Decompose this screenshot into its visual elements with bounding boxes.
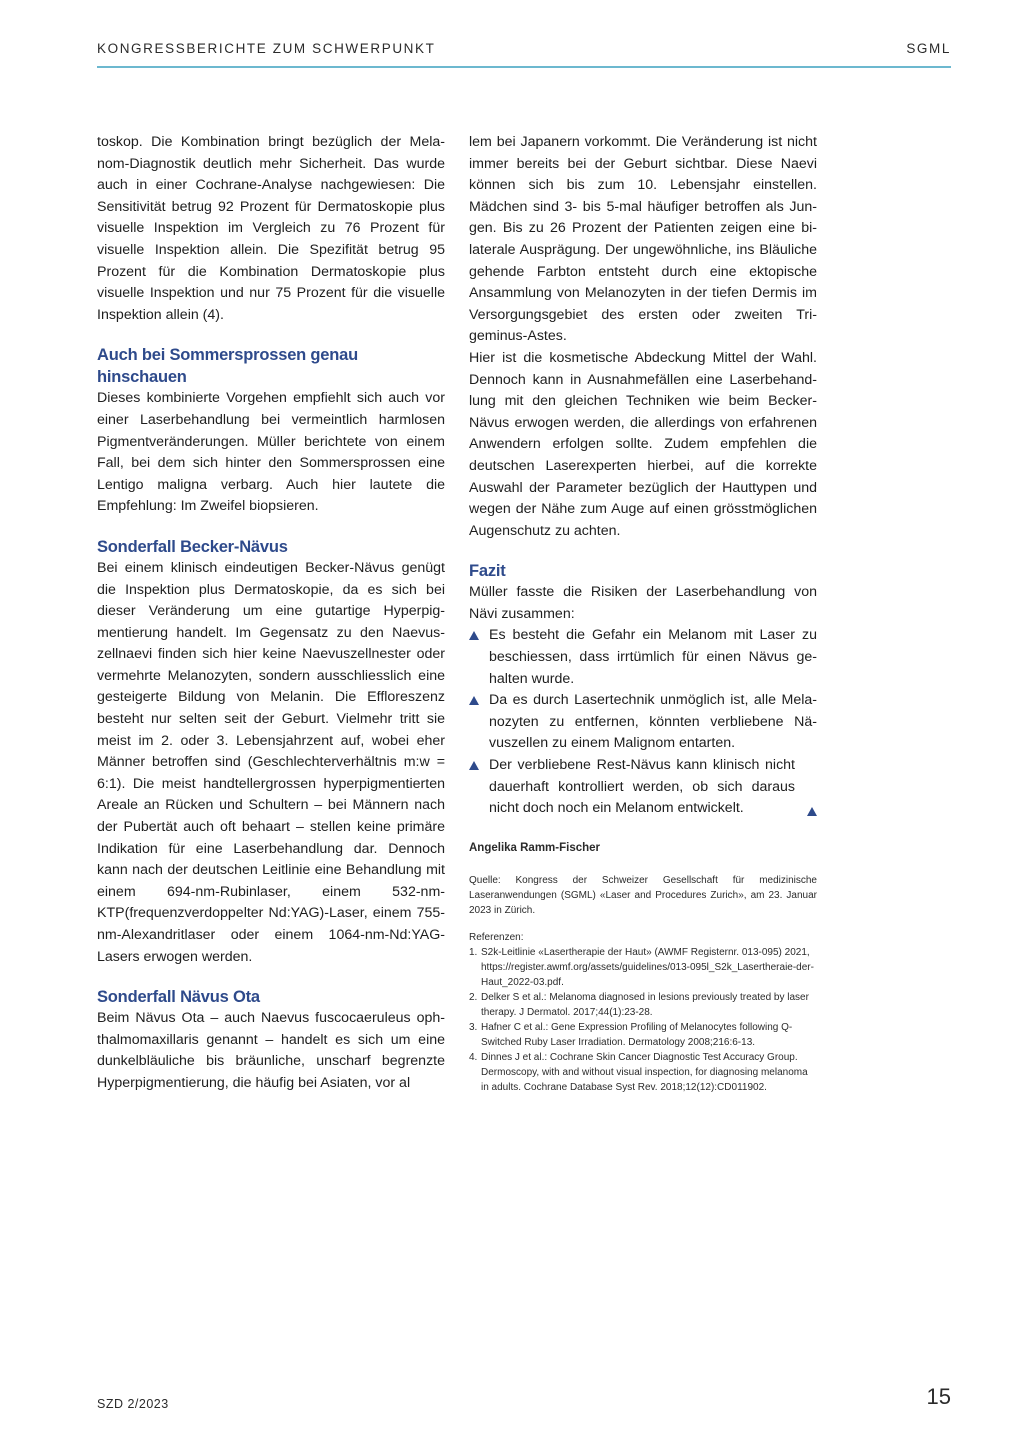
references-list [469,945,817,1095]
reference-number: 4. [469,1052,478,1064]
section-heading: Sonderfall Nävus Ota [97,988,260,1007]
conclusion-list [469,625,817,819]
paragraph: Dieses kombinierte Vorgehen empfiehlt sich auch vor einer Laserbehandlung bei vermeintlich harmlosen Pigmentveränderungen. Müller berichtete von einem Fall, bei dem sich hinter den Sommersprossen eine Lentigo maligna verbarg. Auch hier lautete die Empfehlung: Im Zweifel biopsieren. [97,390,445,515]
paragraph: toskop. Die Kombination bringt bezüglich der Melanom-Diagnostik deutlich mehr Sicherheit. Das wurde auch in einer Cochrane-Analyse nachgewiesen: Die Sensitivität betrug 92 Prozent für Dermatoskopie plus visuelle Inspektion im Vergleich zu 76 Prozent für visuelle Inspektion allein. Die Spezifität betrug 95 Prozent für die Kombination Dermatoskopie plus visuelle Inspektion und nur 75 Prozent für die visuelle Inspektion allein (4). [97,134,445,323]
triangle-bullet-icon [469,696,479,705]
reference-item [469,1020,817,1050]
reference-text: S2k-Leitlinie «Lasertherapie der Haut» (AWMF Registernr. 013-095) 2021, https://register.awmf.org/assets/guidelines/013-095l_S2k_Lasertheraie-der-Haut_2022-03.pdf. [481,947,814,989]
list-item-text: Der verbliebene Rest-Nävus kann klinisch nicht dauerhaft kontrolliert werden, ob sich daraus nicht doch noch ein Melanom entwickelt. [489,757,795,817]
reference-number: 3. [469,1022,478,1034]
reference-number: 2. [469,992,478,1004]
source-note: Quelle: Kongress der Schweizer Gesellschaft für medizinische Laseranwendungen (SGML) «Laser and Procedures Zurich», am 23. Januar 2023 in Zürich. [469,875,817,917]
society-abbreviation: SGML [906,41,951,56]
reference-number: 1. [469,947,478,959]
author-name: Angelika Ramm-Fischer [469,841,601,854]
issue-label: SZD 2/2023 [97,1397,169,1411]
paragraph: Beim Nävus Ota – auch Naevus fuscocaeruleus ophthalmomaxillaris genannt – handelt es sich um eine dunkelbläuliche bis bräunliche, unscharf begrenzte Hyperpigmentierung, die häufig bei Asiaten, vor al [97,1010,445,1091]
list-item-text: Da es durch Lasertechnik unmöglich ist, alle Melanozyten zu entfernen, könnten verbliebene Nävuszellen zu einem Malignom entarten. [489,692,817,752]
reference-item [469,1050,817,1095]
paragraph: lem bei Japanern vorkommt. Die Veränderung ist nicht immer bereits bei der Geburt sichtbar. Diese Naevi können sich bis zum 10. Lebensjahr einstellen. Mädchen sind 3- bis 5-mal häufiger betroffen als Jungen. Bis zu 26 Prozent der Patienten zeigen eine bilaterale Ausprägung. Der ungewöhnliche, ins Bläuliche gehende Farbton entsteht durch eine ektopische Ansammlung von Melanozyten in der tiefen Dermis im Versorgungsgebiet des ersten oder zweiten Trigeminus-Astes. [469,134,817,345]
reference-text: Delker S et al.: Melanoma diagnosed in lesions previously treated by laser therapy. J Dermatol. 2017;44(1):23-28. [481,992,809,1019]
list-item [469,755,817,820]
triangle-bullet-icon [469,631,479,640]
reference-item [469,990,817,1020]
paragraph: Bei einem klinisch eindeutigen Becker-Nävus genügt die Inspektion plus Dermatoskopie, da es sich bei dieser Veränderung um eine gutartige Hyperpigmentierung handelt. Im Gegensatz zu den Naevuszellnaevi finden sich hier keine Naevuszellnester oder vermehrte Melanozyten, sondern ausschliesslich eine gesteigerte Bildung von Melanin. Die Effloreszenz besteht nur selten seit der Geburt. Vielmehr tritt sie meist im 2. oder 3. Lebensjahrzent auf, wobei eher Männer betroffen sind (Geschlechterverhältnis m:w = 6:1). Die meist handtellergrossen hyperpigmentierten Areale an Rücken und Schultern – bei Männern nach der Pubertät auch oft behaart – stellen keine primäre Indikation für eine Laserbehandlung dar. Dennoch kann nach der deutschen Leitlinie eine Behandlung mit einem 694-nm-Rubinlaser, einem 532-nm-KTP(frequenzverdoppelter Nd:YAG)-Laser, einem 755-nm-Alexandritlaser oder einem 1064-nm-Nd:YAG-Lasers erwogen werden. [97,559,445,965]
paragraph: Müller fasste die Risiken der Laserbehandlung von Nävi zusammen: [469,584,817,622]
left-column [97,132,445,1095]
page-number: 15 [926,1384,951,1409]
right-column [469,132,817,1095]
section-title: KONGRESSBERICHTE ZUM SCHWERPUNKT [97,41,436,56]
list-item-text: Es besteht die Gefahr ein Melanom mit Laser zu beschiessen, dass irrtümlich für einen Nävus gehalten wurde. [489,627,817,687]
list-item [469,690,817,755]
list-item [469,625,817,690]
running-header [97,40,951,68]
section-heading: Auch bei Sommersprossen genau hinschauen [97,346,359,387]
end-of-article-icon [807,807,817,816]
section-heading: Sonderfall Becker-Nävus [97,537,288,556]
triangle-bullet-icon [469,761,479,770]
reference-text: Hafner C et al.: Gene Expression Profiling of Melanocytes following Q-Switched Ruby Laser Irradiation. Dermatology 2008;216:6-13. [481,1022,793,1049]
references-title: Referenzen: [469,932,524,944]
reference-item [469,945,817,990]
reference-text: Dinnes J et al.: Cochrane Skin Cancer Diagnostic Test Accuracy Group. Dermoscopy, with and without visual inspection, for diagnosing melanoma in adults. Cochrane Database Syst Rev. 2018;12(12):CD011902. [481,1052,808,1094]
paragraph: Hier ist die kosmetische Abdeckung Mittel der Wahl. Dennoch kann in Ausnahmefällen eine Laserbehandlung mit den gleichen Techniken wie beim Becker-Nävus erwogen werden, die allerdings von erfahrenen Anwendern erfolgen sollte. Zudem empfehlen die deutschen Laserexperten hierbei, auf die korrekte Auswahl der Parameter bezüglich der Hauttypen und wegen der Nähe zum Auge auf einen grösstmöglichen Augenschutz zu achten. [469,349,817,539]
section-heading: Fazit [469,562,506,581]
